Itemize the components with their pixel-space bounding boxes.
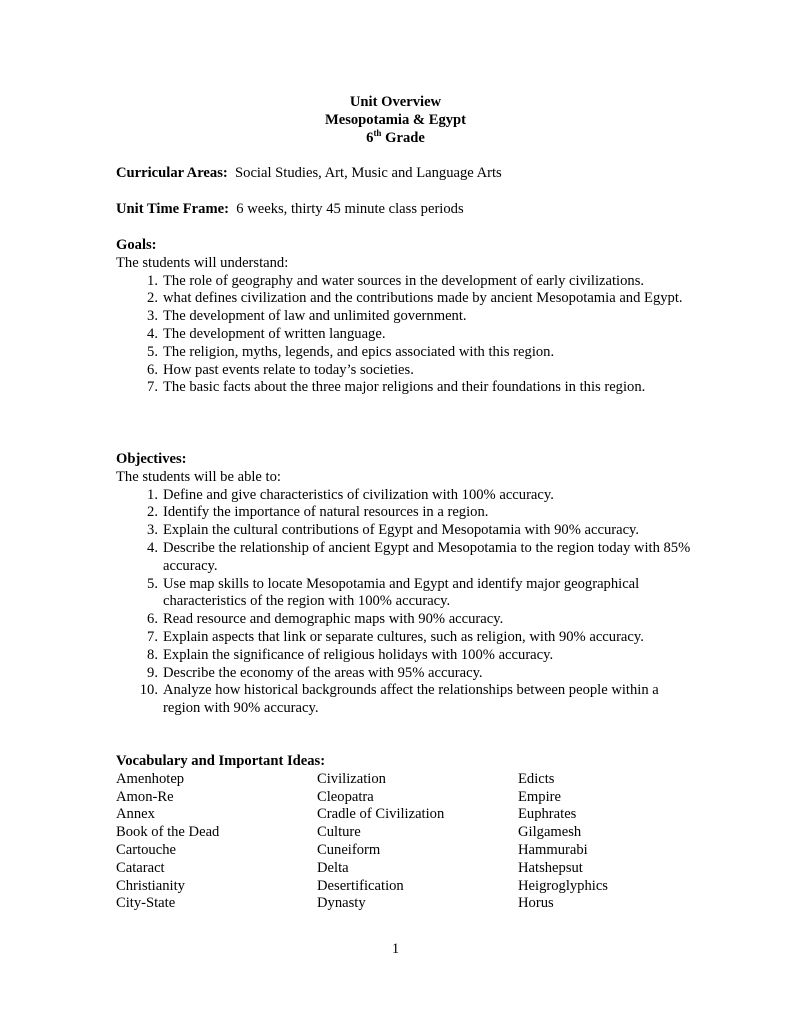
- list-item: 2. what defines civilization and the contributions made by ancient Mesopotamia and Egypt.: [147, 290, 683, 307]
- vocab-term: Hatshepsut: [518, 859, 583, 876]
- list-item: 9. Describe the economy of the areas with 95% accuracy.: [147, 664, 483, 681]
- goal-text: The development of law and unlimited government.: [163, 308, 467, 325]
- vocab-term: Civilization: [317, 770, 386, 787]
- list-item: 5. The religion, myths, legends, and epics associated with this region.: [147, 343, 555, 360]
- unit-time-frame: [116, 201, 696, 219]
- list-item: 7. Explain aspects that link or separate cultures, such as religion, with 90% accuracy.: [147, 628, 644, 645]
- vocab-term: Dynasty: [317, 895, 366, 912]
- vocabulary-section: [116, 753, 696, 913]
- vocab-term: City-State: [116, 895, 176, 912]
- list-item: 3. The development of law and unlimited government.: [147, 308, 467, 325]
- objectives-list: [116, 487, 696, 718]
- goals-list: [116, 273, 696, 398]
- vocab-term: Amon-Re: [116, 788, 174, 805]
- vocabulary-column-1: [116, 771, 317, 913]
- timeframe-label: Unit Time Frame:: [116, 201, 229, 217]
- goal-text: The role of geography and water sources in the development of early civilizations.: [163, 272, 645, 289]
- header-subtitle: Mesopotamia & Egypt: [324, 111, 467, 128]
- goals-intro: The students will understand:: [116, 254, 289, 271]
- list-item: 8. Explain the significance of religious holidays with 100% accuracy.: [147, 646, 554, 663]
- timeframe-value: 6 weeks, thirty 45 minute class periods: [236, 201, 464, 217]
- goals-label: Goals:: [116, 237, 157, 253]
- list-item: 1. The role of geography and water sources in the development of early civilizations.: [147, 272, 645, 289]
- grade-word: Grade: [385, 129, 425, 146]
- objective-text: Describe the economy of the areas with 95% accuracy.: [163, 664, 483, 681]
- objectives-intro: The students will be able to:: [116, 468, 281, 485]
- vocab-term: Cuneiform: [317, 841, 381, 858]
- vocabulary-grid: [116, 771, 696, 913]
- grade-number: 6: [366, 129, 374, 146]
- vocab-term: Annex: [116, 806, 155, 823]
- vocab-term: Gilgamesh: [518, 824, 582, 841]
- objective-text: Read resource and demographic maps with 90% accuracy.: [163, 611, 504, 628]
- objectives-section: [116, 451, 696, 718]
- header-grade: [0, 127, 791, 148]
- vocab-term: Cradle of Civilization: [317, 806, 445, 823]
- vocab-term: Christianity: [116, 877, 185, 894]
- objective-text: Explain aspects that link or separate cultures, such as religion, with 90% accuracy.: [163, 628, 644, 645]
- vocab-term: Cataract: [116, 859, 165, 876]
- goal-text: The basic facts about the three major religions and their foundations in this region.: [163, 379, 646, 396]
- objectives-label: Objectives:: [116, 451, 187, 467]
- vocab-term: Cartouche: [116, 841, 176, 858]
- vocabulary-column-3: [518, 771, 698, 913]
- vocabulary-column-2: [317, 771, 518, 913]
- list-item: 2. Identify the importance of natural resources in a region.: [147, 504, 489, 521]
- vocab-term: Heigroglyphics: [518, 877, 608, 894]
- vocab-term: Cleopatra: [317, 788, 374, 805]
- vocab-term: Delta: [317, 859, 349, 876]
- document-header: [0, 94, 791, 147]
- list-item: 6. Read resource and demographic maps with 90% accuracy.: [147, 611, 504, 628]
- objective-text: Use map skills to locate Mesopotamia and Egypt and identify major geographical characteristics of the region with 100% accuracy.: [163, 575, 640, 610]
- list-item: 7. The basic facts about the three major religions and their foundations in this region.: [147, 379, 646, 396]
- vocab-term: Edicts: [518, 770, 555, 787]
- objective-text: Analyze how historical backgrounds affect the relationships between people within a region with 90% accuracy.: [163, 682, 659, 717]
- curricular-areas: [116, 165, 696, 183]
- goal-text: The religion, myths, legends, and epics associated with this region.: [163, 343, 555, 360]
- list-item: 4. Describe the relationship of ancient Egypt and Mesopotamia to the region today with 85% accuracy.: [147, 539, 691, 574]
- list-item: 10. Analyze how historical backgrounds affect the relationships between people within a region with 90% accuracy.: [139, 682, 659, 717]
- vocab-term: Hammurabi: [518, 841, 588, 858]
- objective-text: Identify the importance of natural resources in a region.: [163, 504, 489, 521]
- list-item: 5. Use map skills to locate Mesopotamia and Egypt and identify major geographical characteristics of the region with 100% accuracy.: [147, 575, 640, 610]
- vocab-term: Euphrates: [518, 806, 577, 823]
- vocab-term: Book of the Dead: [116, 824, 220, 841]
- list-item: 4. The development of written language.: [147, 325, 386, 342]
- objective-text: Define and give characteristics of civilization with 100% accuracy.: [163, 486, 554, 503]
- curricular-value: Social Studies, Art, Music and Language Arts: [235, 165, 502, 181]
- vocab-term: Culture: [317, 824, 361, 841]
- curricular-label: Curricular Areas:: [116, 165, 228, 181]
- vocab-term: Desertification: [317, 877, 404, 894]
- vocab-term: Horus: [518, 895, 554, 912]
- objective-text: Describe the relationship of ancient Egypt and Mesopotamia to the region today with 85% accuracy.: [163, 539, 691, 574]
- vocabulary-label: Vocabulary and Important Ideas:: [116, 753, 326, 769]
- page-number: 1: [391, 941, 400, 957]
- goal-text: The development of written language.: [163, 325, 386, 342]
- vocab-term: Amenhotep: [116, 770, 185, 787]
- objective-text: Explain the cultural contributions of Egypt and Mesopotamia with 90% accuracy.: [163, 522, 640, 539]
- objective-text: Explain the significance of religious holidays with 100% accuracy.: [163, 646, 554, 663]
- vocab-term: Empire: [518, 788, 561, 805]
- goals-section: [116, 237, 696, 397]
- goal-text: what defines civilization and the contributions made by ancient Mesopotamia and Egypt.: [163, 290, 683, 307]
- list-item: 3. Explain the cultural contributions of Egypt and Mesopotamia with 90% accuracy.: [147, 522, 640, 539]
- list-item: 1. Define and give characteristics of civilization with 100% accuracy.: [147, 486, 554, 503]
- goal-text: How past events relate to today’s societies.: [163, 361, 414, 378]
- grade-suffix: th: [373, 127, 382, 138]
- header-title: Unit Overview: [349, 94, 442, 110]
- list-item: 6. How past events relate to today’s societies.: [147, 361, 414, 378]
